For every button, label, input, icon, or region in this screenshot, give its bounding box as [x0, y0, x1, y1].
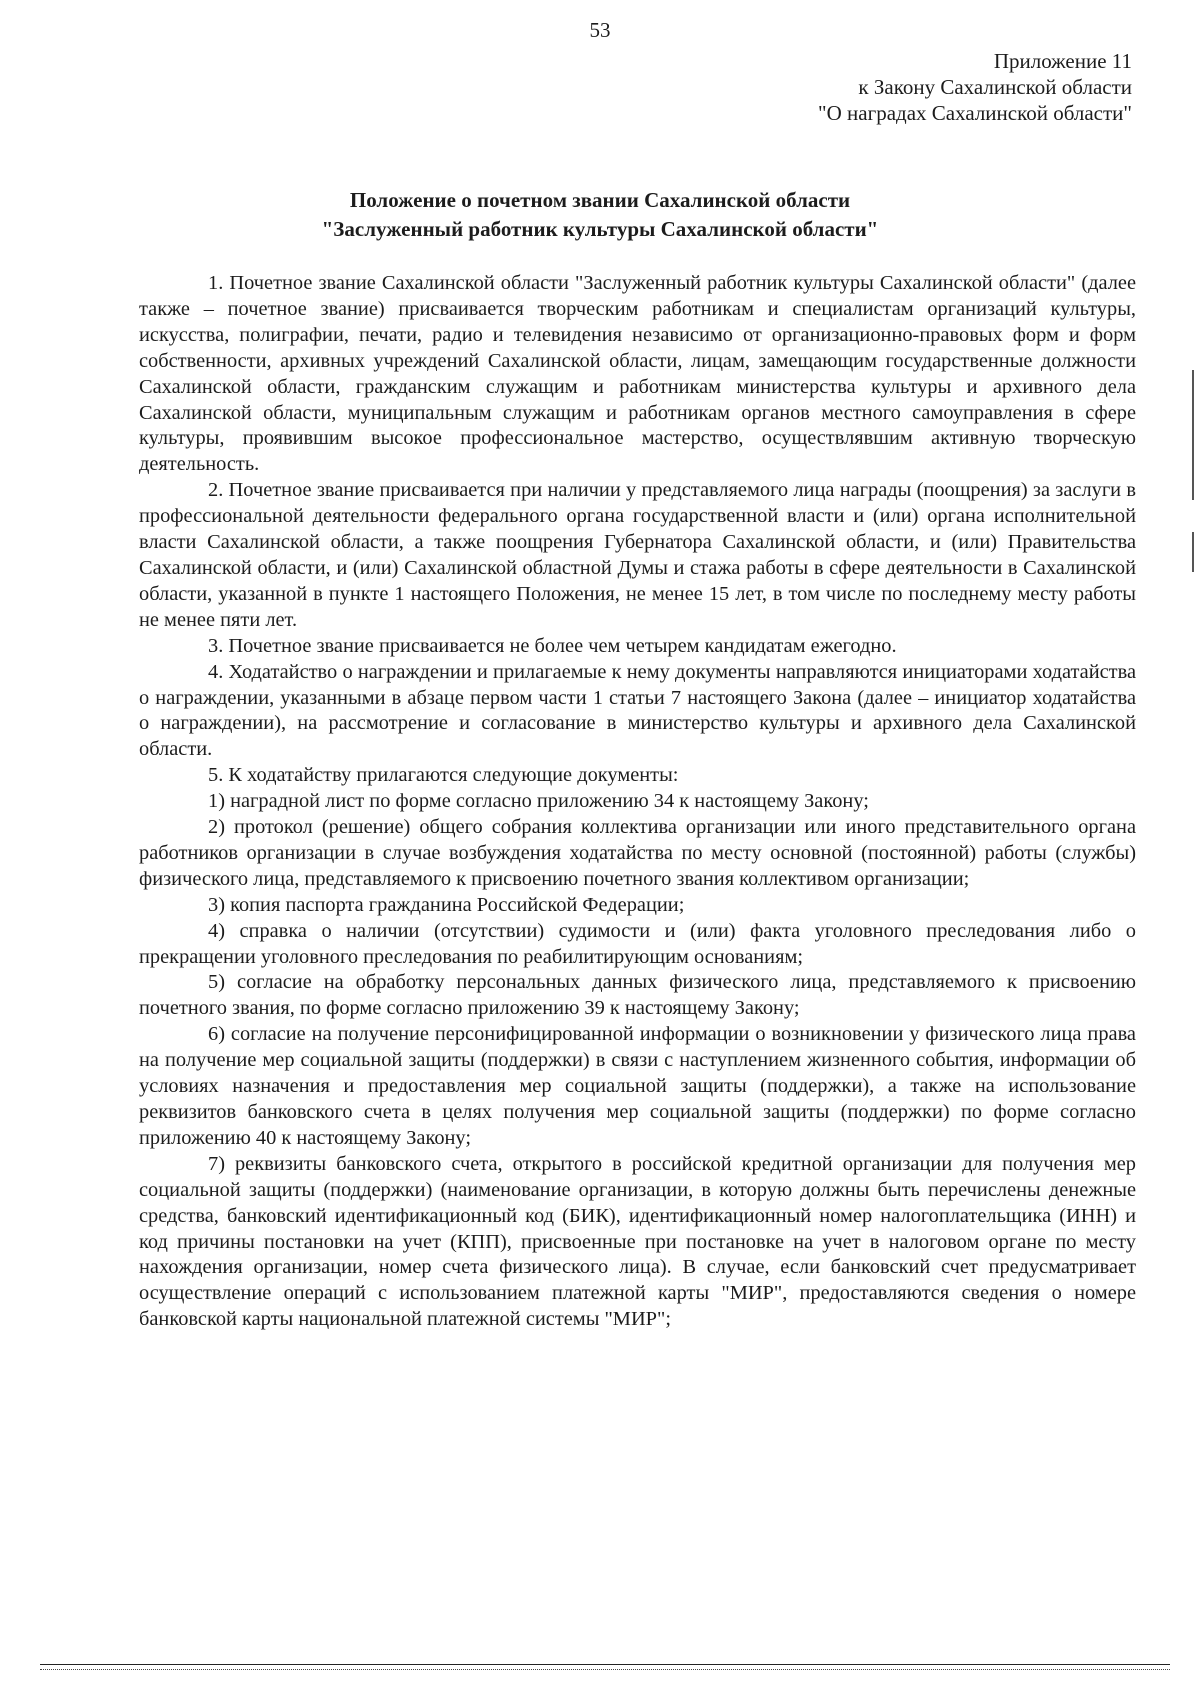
scan-margin-mark: [1192, 532, 1194, 572]
title-line: Положение о почетном звании Сахалинской области: [349, 188, 851, 212]
paragraph: 7) реквизиты банковского счета, открытого в российской кредитной организации для получения мер социальной защиты (поддержки) (наименование организации, в которую должны быть перечислены денежные средства, банковский идентификационный код (БИК), идентификационный номер налогоплательщика (ИНН) и код причины постановки на учет (КПП), присвоенные при постановке на учет в налоговом органе по месту нахождения организации, номер счета физического лица). В случае, если банковский счет предусматривает осуществление операций с использованием платежной карты "МИР", предоставляются сведения о номере банковской карты национальной платежной системы "МИР";: [139, 1152, 1136, 1331]
appendix-line: Приложение 11: [993, 49, 1132, 73]
page-number: 53: [589, 18, 611, 42]
appendix-line: к Закону Сахалинской области: [858, 75, 1132, 99]
scan-margin-mark: [1192, 370, 1194, 500]
appendix-header: [612, 48, 1132, 126]
paragraph: 3) копия паспорта гражданина Российской Федерации;: [208, 893, 685, 916]
paragraph: 3. Почетное звание присваивается не более чем четырем кандидатам ежегодно.: [208, 634, 897, 657]
paragraph: 4) справка о наличии (отсутствии) судимости и (или) факта уголовного преследования либо о прекращении уголовного преследования по реабилитирующим основаниям;: [139, 919, 1136, 968]
paragraph: 1) наградной лист по форме согласно приложению 34 к настоящему Закону;: [208, 790, 869, 813]
paragraph: 2) протокол (решение) общего собрания коллектива организации или иного представительного органа работников организации в случае возбуждения ходатайства по месту основной (постоянной) работы (службы) физического лица, представляемого к присвоению почетного звания коллективом организации;: [139, 816, 1136, 890]
paragraph: 5) согласие на обработку персональных данных физического лица, представляемого к присвоению почетного звания, по форме согласно приложению 39 к настоящему Закону;: [139, 971, 1136, 1020]
paragraph: 2. Почетное звание присваивается при наличии у представляемого лица награды (поощрения) за заслуги в профессиональной деятельности федерального органа государственной власти и (или) органа исполнительной власти Сахалинской области, а также поощрения Губернатора Сахалинской области, и (или) Правительства Сахалинской области, и (или) Сахалинской областной Думы и стажа работы в сфере деятельности в Сахалинской области, указанной в пункте 1 настоящего Положения, не менее 15 лет, в том числе по последнему месту работы не менее пяти лет.: [139, 479, 1136, 631]
paragraph: 6) согласие на получение персонифицированной информации о возникновении у физического лица права на получение мер социальной защиты (поддержки) в связи с наступлением жизненного события, информации об условиях назначения и предоставления мер социальной защиты (поддержки), а также на использование реквизитов банковского счета в целях получения мер социальной защиты (поддержки) по форме согласно приложению 40 к настоящему Закону;: [139, 1023, 1136, 1149]
paragraph: 1. Почетное звание Сахалинской области "Заслуженный работник культуры Сахалинской области" (далее также – почетное звание) присваивается творческим работникам и специалистам организаций культуры, искусства, полиграфии, печати, радио и телевидения независимо от организационно-правовых форм и форм собственности, архивных учреждений Сахалинской области, лицам, замещающим государственные должности Сахалинской области, гражданским служащим и работникам министерства культуры и архивного дела Сахалинской области, муниципальным служащим и работникам органов местного самоуправления в сфере культуры, проявившим высокое профессиональное мастерство, осуществлявшим активную творческую деятельность.: [139, 272, 1136, 476]
appendix-line: "О наградах Сахалинской области": [818, 101, 1132, 125]
paragraph: 4. Ходатайство о награждении и прилагаемые к нему документы направляются инициаторами ходатайства о награждении, указанными в абзаце первом части 1 статьи 7 настоящего Закона (далее – инициатор ходатайства о награждении), на рассмотрение и согласование в министерство культуры и архивного дела Сахалинской области.: [139, 660, 1136, 761]
document-body: [139, 271, 1136, 1333]
document-title: [0, 186, 1200, 244]
scan-bottom-rule-dotted: [40, 1669, 1170, 1670]
paragraph: 5. К ходатайству прилагаются следующие документы:: [208, 764, 679, 787]
title-line: "Заслуженный работник культуры Сахалинской области": [321, 217, 879, 241]
scan-bottom-rule: [40, 1664, 1170, 1665]
